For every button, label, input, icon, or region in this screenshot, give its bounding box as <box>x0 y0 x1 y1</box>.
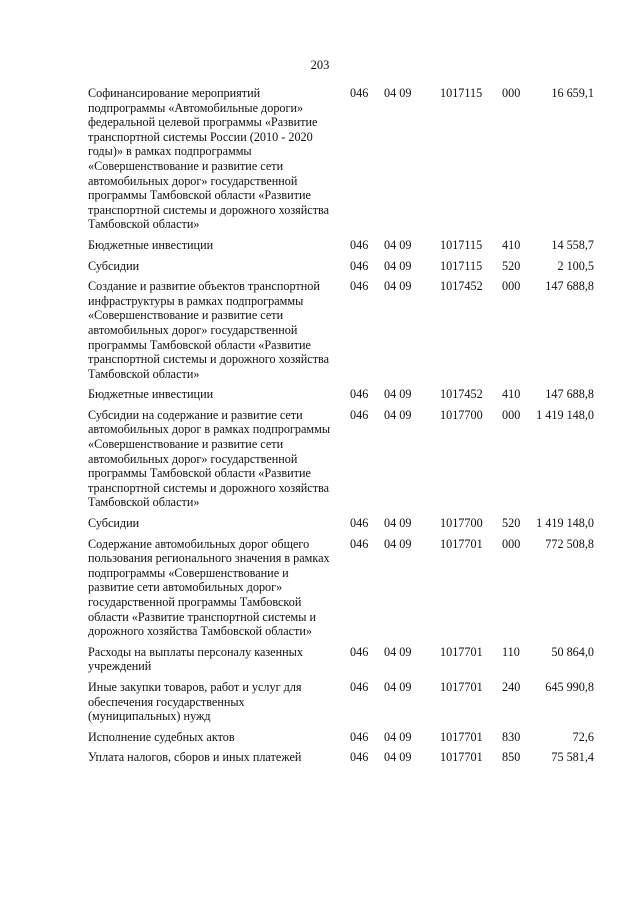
row-sum: 1 419 148,0 <box>536 407 594 422</box>
row-name: Создание и развитие объектов транспортной инфраструктуры в рамках подпрограммы «Совершенствование и развитие сети автомобильных дорог» государственной программы Тамбовской области «Развитие транспортной системы и дорожного хозяйства Тамбовской области» <box>88 279 330 381</box>
table-row <box>88 730 594 745</box>
row-ved: 046 <box>350 279 369 294</box>
row-rz-pr: 04 09 <box>384 237 412 252</box>
row-ved: 046 <box>350 86 369 100</box>
row-vr: 520 <box>502 258 521 273</box>
row-cs: 1017700 <box>440 407 483 422</box>
row-ved: 046 <box>350 387 369 402</box>
table-row <box>88 537 594 639</box>
row-rz-pr: 04 09 <box>384 516 412 531</box>
row-vr: 410 <box>502 237 521 252</box>
row-name: Бюджетные инвестиции <box>88 387 214 402</box>
row-sum: 147 688,8 <box>545 279 594 294</box>
row-sum: 645 990,8 <box>545 679 594 694</box>
row-rz-pr: 04 09 <box>384 279 412 294</box>
row-rz-pr: 04 09 <box>384 644 412 659</box>
row-name: Субсидии на содержание и развитие сети автомобильных дорог в рамках подпрограммы «Совершенствование и развитие сети автомобильных дорог» государственной программы Тамбовской области «Развитие транспортной системы и дорожного хозяйства Тамбовской области» <box>88 407 331 510</box>
row-ved: 046 <box>350 750 369 765</box>
row-rz-pr: 04 09 <box>384 86 412 100</box>
row-vr: 830 <box>502 729 521 744</box>
row-cs: 1017701 <box>440 729 483 744</box>
row-cs: 1017115 <box>440 86 483 100</box>
row-name: Иные закупки товаров, работ и услуг для обеспечения государственных (муниципальных) нужд <box>88 679 302 724</box>
row-ved: 046 <box>350 237 369 252</box>
row-rz-pr: 04 09 <box>384 729 412 744</box>
row-cs: 1017452 <box>440 387 483 402</box>
row-sum: 772 508,8 <box>545 536 594 551</box>
table-row <box>88 516 594 531</box>
row-ved: 046 <box>350 516 369 531</box>
row-name: Бюджетные инвестиции <box>88 237 214 252</box>
row-vr: 110 <box>502 644 520 659</box>
table-row <box>88 259 594 274</box>
table-row <box>88 238 594 253</box>
row-cs: 1017701 <box>440 644 483 659</box>
row-sum: 14 558,7 <box>551 237 594 252</box>
row-vr: 850 <box>502 750 521 765</box>
row-name: Расходы на выплаты персоналу казенных учреждений <box>88 644 303 674</box>
row-cs: 1017701 <box>440 679 483 694</box>
row-sum: 16 659,1 <box>551 86 594 100</box>
row-rz-pr: 04 09 <box>384 258 412 273</box>
row-name: Содержание автомобильных дорог общего пользования регионального значения в рамках подпрограммы «Совершенствование и развитие сети автомобильных дорог» государственной программы Тамбовской области «Развитие транспортной системы и дорожного хозяйства Тамбовской области» <box>88 536 330 639</box>
row-sum: 72,6 <box>572 729 594 744</box>
row-rz-pr: 04 09 <box>384 536 412 551</box>
table-row <box>88 387 594 402</box>
row-sum: 1 419 148,0 <box>536 516 594 531</box>
row-vr: 000 <box>502 407 521 422</box>
row-rz-pr: 04 09 <box>384 750 412 765</box>
row-cs: 1017115 <box>440 237 483 252</box>
row-name: Исполнение судебных актов <box>88 729 235 744</box>
row-vr: 410 <box>502 387 521 402</box>
table-row <box>88 750 594 765</box>
row-rz-pr: 04 09 <box>384 407 412 422</box>
row-name: Субсидии <box>88 258 140 273</box>
row-vr: 000 <box>502 536 521 551</box>
row-ved: 046 <box>350 258 369 273</box>
row-name: Софинансирование мероприятий подпрограммы «Автомобильные дороги» федеральной целевой программы «Развитие транспортной системы России (2010 - 2020 годы)» в рамках подпрограммы «Совершенствование и развитие сети автомобильных дорог» государственной программы Тамбовской области «Развитие транспортной системы и дорожного хозяйства Тамбовской области» <box>88 86 330 232</box>
row-sum: 147 688,8 <box>545 387 594 402</box>
table-row <box>88 279 594 381</box>
table-row <box>88 408 594 510</box>
row-sum: 75 581,4 <box>551 750 594 765</box>
row-cs: 1017700 <box>440 516 483 531</box>
row-ved: 046 <box>350 679 369 694</box>
table-row <box>88 645 594 674</box>
row-vr: 240 <box>502 679 521 694</box>
row-sum: 50 864,0 <box>551 644 594 659</box>
row-name: Субсидии <box>88 516 140 531</box>
row-rz-pr: 04 09 <box>384 679 412 694</box>
row-vr: 000 <box>502 279 521 294</box>
table-row <box>88 86 594 232</box>
row-ved: 046 <box>350 407 369 422</box>
row-rz-pr: 04 09 <box>384 387 412 402</box>
row-cs: 1017701 <box>440 750 483 765</box>
row-vr: 520 <box>502 516 521 531</box>
row-cs: 1017701 <box>440 536 483 551</box>
row-cs: 1017452 <box>440 279 483 294</box>
row-vr: 000 <box>502 86 521 100</box>
row-ved: 046 <box>350 644 369 659</box>
budget-table <box>88 86 594 771</box>
row-name: Уплата налогов, сборов и иных платежей <box>88 750 302 765</box>
row-ved: 046 <box>350 729 369 744</box>
table-row <box>88 680 594 724</box>
row-sum: 2 100,5 <box>557 258 594 273</box>
row-ved: 046 <box>350 536 369 551</box>
page-number: 203 <box>310 58 330 72</box>
row-cs: 1017115 <box>440 258 483 273</box>
